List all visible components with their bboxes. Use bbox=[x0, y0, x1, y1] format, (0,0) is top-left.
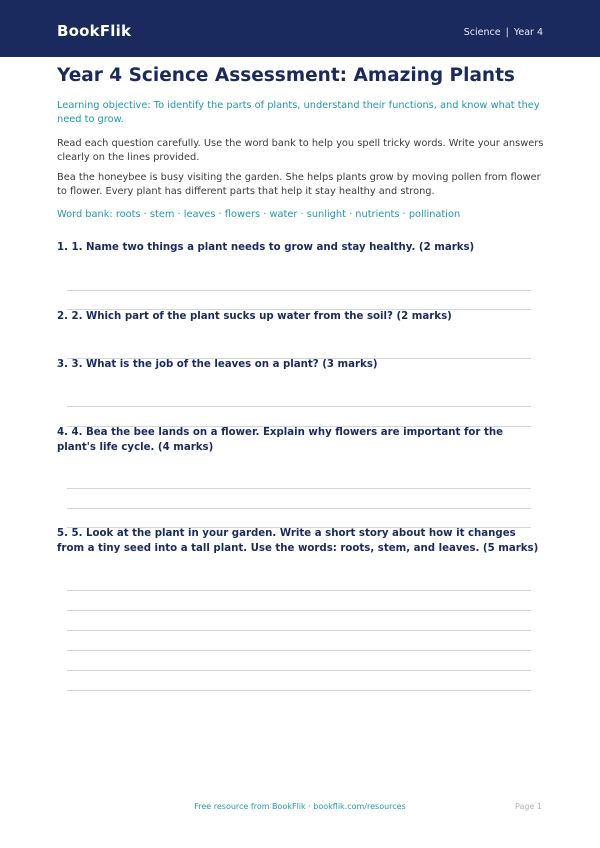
answer-line[interactable] bbox=[67, 690, 531, 691]
page-number: Page 1 bbox=[515, 802, 542, 811]
answer-line[interactable] bbox=[67, 488, 531, 489]
question-2: 2. 2. Which part of the plant sucks up water from the soil? (2 marks) bbox=[57, 311, 452, 322]
answer-line[interactable] bbox=[67, 650, 531, 651]
question-5: 5. 5. Look at the plant in your garden. Write a short story about how it changes from a tiny seed into a tall plant. Use the words: roots, stem, and leaves. (5 marks) bbox=[57, 528, 539, 554]
answer-line[interactable] bbox=[67, 290, 531, 291]
question-4: 4. 4. Bea the bee lands on a flower. Explain why flowers are important for the plant's life cycle. (4 marks) bbox=[57, 427, 504, 453]
footer-resource-link[interactable]: Free resource from BookFlik · bookflik.com/resources bbox=[194, 802, 406, 811]
answer-line[interactable] bbox=[67, 406, 531, 407]
answer-line[interactable] bbox=[67, 590, 531, 591]
page-header bbox=[0, 0, 600, 57]
subject-label: Science bbox=[463, 27, 501, 38]
question-3: 3. 3. What is the job of the leaves on a plant? (3 marks) bbox=[57, 359, 378, 370]
answer-line[interactable] bbox=[67, 670, 531, 671]
brand-logo: BookFlik bbox=[57, 22, 132, 40]
learning-objective: Learning objective: To identify the parts of plants, understand their functions, and know what they need to grow. bbox=[57, 100, 540, 125]
year-label: Year 4 bbox=[513, 27, 543, 38]
answer-line[interactable] bbox=[67, 610, 531, 611]
story-text: Bea the honeybee is busy visiting the garden. She helps plants grow by moving pollen from flower to flower. Every plant has different parts that help it stay healthy and strong. bbox=[57, 172, 541, 197]
subject-year-label bbox=[464, 27, 543, 38]
separator: | bbox=[505, 27, 509, 38]
word-bank: Word bank: roots · stem · leaves · flowers · water · sunlight · nutrients · pollination bbox=[57, 209, 461, 220]
answer-line[interactable] bbox=[67, 630, 531, 631]
instructions-text: Read each question carefully. Use the word bank to help you spell tricky words. Write your answers clearly on the lines provided. bbox=[57, 138, 544, 163]
answer-line[interactable] bbox=[67, 508, 531, 509]
question-1: 1. 1. Name two things a plant needs to grow and stay healthy. (2 marks) bbox=[57, 242, 475, 253]
page-title: Year 4 Science Assessment: Amazing Plants bbox=[57, 65, 515, 86]
